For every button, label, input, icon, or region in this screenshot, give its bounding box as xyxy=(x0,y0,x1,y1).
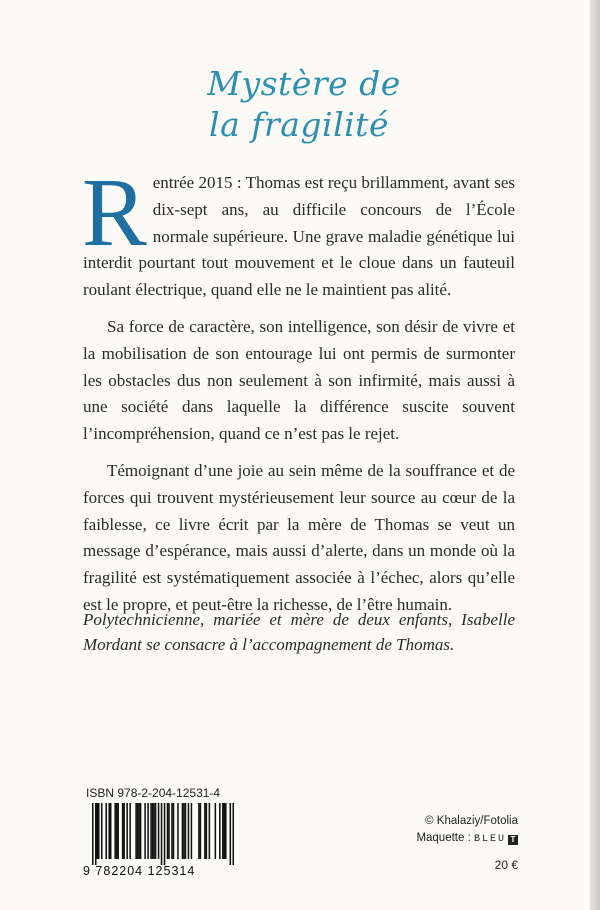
book-title-line-2: la fragilité xyxy=(209,105,389,144)
barcode-bar xyxy=(188,803,190,859)
barcode-bar xyxy=(108,803,110,859)
barcode-bar xyxy=(224,803,226,859)
blurb-paragraph-2: Sa force de caractère, son intelligence, son désir de vivre et la mobilisation de son entourage lui ont permis de surmonter les obstacles dus non seulement à son infirmité, mais aussi à une société dans laquelle la différence suscite souvent l’incompréhension, quand ce n’est pas le rejet. xyxy=(83,316,515,444)
credits xyxy=(416,813,518,848)
barcode-bar xyxy=(126,803,128,859)
barcode-bar xyxy=(167,803,169,859)
barcode-bar xyxy=(98,803,100,859)
barcode-bar xyxy=(164,803,166,865)
barcode-bar xyxy=(150,803,152,859)
barcode-bar xyxy=(92,803,94,865)
isbn-label: ISBN 978-2-204-12531-4 xyxy=(86,786,221,800)
barcode-bar xyxy=(147,803,149,859)
barcode-bar xyxy=(171,803,173,859)
barcode-bar xyxy=(230,803,232,865)
barcode-bar xyxy=(168,803,170,859)
barcode xyxy=(92,803,234,865)
maquette-label: Maquette : xyxy=(416,832,471,844)
barcode-bar xyxy=(204,803,206,859)
barcode-bar xyxy=(95,803,97,865)
barcode-bar xyxy=(191,803,193,859)
bleu-t-logo-box: T xyxy=(508,835,518,845)
price: 20 € xyxy=(494,858,518,872)
barcode-bar xyxy=(96,803,98,859)
barcode-bar xyxy=(129,803,131,859)
barcode-bar xyxy=(185,803,187,859)
barcode-bar xyxy=(173,803,175,859)
barcode-bar xyxy=(123,803,125,859)
barcode-bar xyxy=(158,803,160,859)
barcode-bar xyxy=(161,803,163,865)
barcode-bar xyxy=(105,803,107,859)
barcode-bar xyxy=(114,803,116,859)
drop-cap: R xyxy=(82,159,147,266)
barcode-bar xyxy=(138,803,140,859)
maquette-credit xyxy=(416,830,518,848)
photo-credit: © Khalaziy/Fotolia xyxy=(425,815,518,827)
barcode-digits: 9 782204 125314 xyxy=(83,864,196,878)
barcode-bar xyxy=(117,803,119,859)
barcode-bar xyxy=(182,803,184,859)
blurb-paragraph-1 xyxy=(82,159,515,304)
barcode-bar xyxy=(152,803,154,859)
barcode-bar xyxy=(222,803,224,859)
barcode-bar xyxy=(122,803,124,859)
barcode-bar xyxy=(140,803,142,859)
barcode-bar xyxy=(198,803,200,859)
barcode-bar xyxy=(177,803,179,859)
barcode-bar xyxy=(209,803,211,859)
barcode-bar xyxy=(183,803,185,859)
barcode-bar xyxy=(101,803,103,859)
barcode-bar xyxy=(135,803,137,859)
bleu-t-logo: BLEU xyxy=(473,834,506,845)
barcode-bar xyxy=(200,803,202,859)
barcode-bar xyxy=(110,803,112,859)
barcode-bar xyxy=(233,803,234,865)
barcode-bar xyxy=(153,803,155,859)
barcode-bar xyxy=(155,803,157,859)
barcode-bar xyxy=(225,803,227,859)
barcode-bar xyxy=(144,803,146,859)
book-title-line-1: Mystère de xyxy=(207,64,401,103)
barcode-bar xyxy=(206,803,208,859)
barcode-bar xyxy=(116,803,118,859)
book-edge xyxy=(590,0,600,910)
blurb-paragraph-1-text: entrée 2015 : Thomas est reçu brillamment, avant ses dix-sept ans, au difficile concours de l’École normale supérieure. Une grave maladie génétique lui interdit pourtant tout mouvement et le cloue dans un fauteuil roulant électrique, quand elle ne le maintient pas alité. xyxy=(83,173,515,300)
blurb-paragraph-3: Témoignant d’une joie au sein même de la souffrance et de forces qui trouvent mystérieusement leur source au cœur de la faiblesse, ce livre écrit par la mère de Thomas se veut un message d’espérance, mais aussi d’alerte, dans un monde où la fragilité est systématiquement associée à l’échec, alors qu’elle est le propre, et peut-être la richesse, de l’être humain. xyxy=(83,460,515,614)
blurb xyxy=(82,159,515,629)
barcode-graphic xyxy=(92,803,234,865)
barcode-bar xyxy=(219,803,221,859)
barcode-bar xyxy=(137,803,139,859)
barcode-bar xyxy=(215,803,217,859)
author-note: Polytechnicienne, mariée et mère de deux enfants, Isabelle Mordant se consacre à l’accompagnement de Thomas. xyxy=(83,610,515,654)
